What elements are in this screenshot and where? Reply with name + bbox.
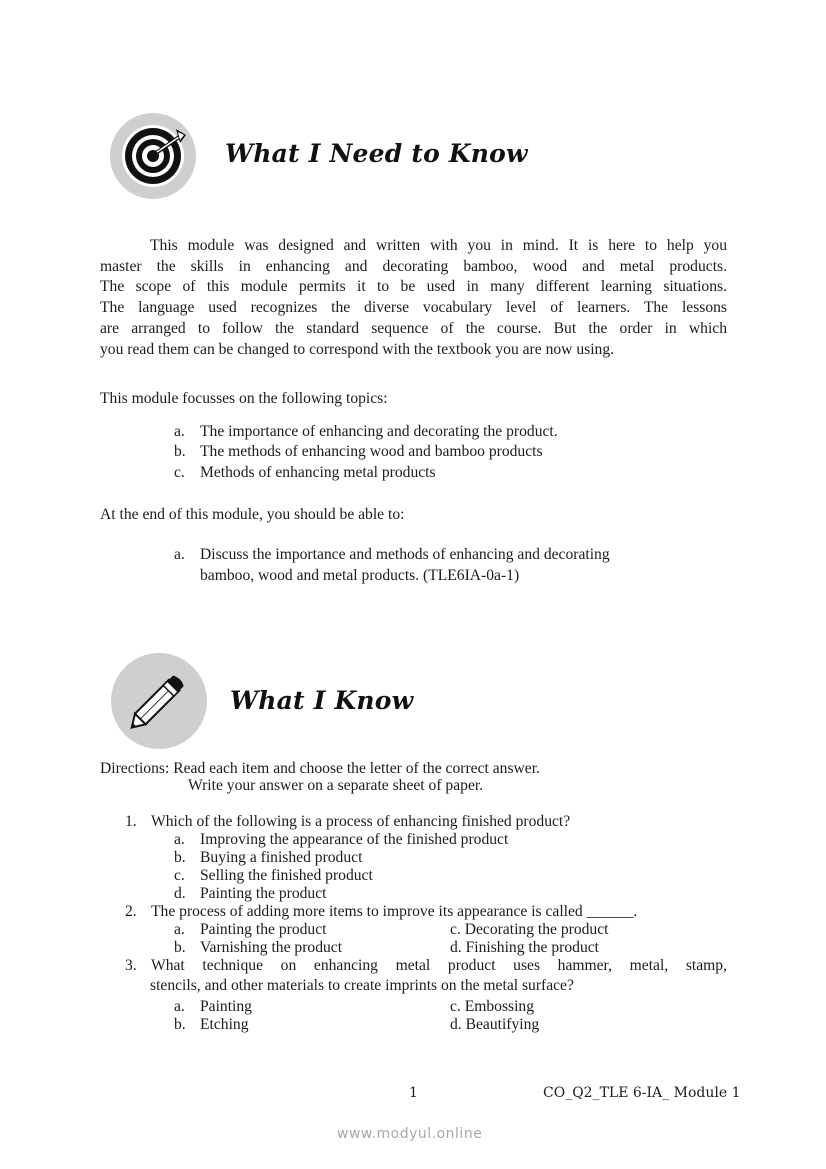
- choice-item[interactable]: [174, 1015, 249, 1036]
- intro-line: are arranged to follow the standard sequence of the course. But the order in which: [100, 319, 727, 337]
- question-text: What technique on enhancing metal product uses hammer, metal, stamp,: [151, 957, 727, 974]
- directions-label: Directions:: [100, 760, 170, 777]
- question-stem: [125, 956, 727, 977]
- choice-text: Selling the finished product: [200, 867, 373, 884]
- watermark: www.modyul.online: [337, 1126, 483, 1142]
- choice-marker: b.: [174, 1016, 186, 1033]
- choice-marker: c.: [174, 867, 185, 884]
- list-marker: a.: [174, 423, 185, 440]
- list-marker: a.: [174, 546, 185, 563]
- choice-marker: d.: [174, 885, 186, 902]
- question-text: Which of the following is a process of enhancing finished product?: [151, 813, 571, 830]
- objective-item-continued: [200, 566, 519, 587]
- question-number: 1.: [125, 813, 137, 830]
- intro-line: master the skills in enhancing and decorating bamboo, wood and metal products.: [100, 257, 727, 275]
- pencil-graphic: [111, 653, 207, 749]
- choice-text: Painting: [200, 998, 252, 1015]
- topic-item: [174, 422, 558, 443]
- topic-item: [174, 463, 436, 484]
- choice-text: Improving the appearance of the finished product: [200, 831, 509, 848]
- topic-text: The methods of enhancing wood and bamboo products: [200, 443, 543, 460]
- choice-item[interactable]: c. Decorating the product: [450, 921, 609, 938]
- choice-text: Varnishing the product: [200, 939, 343, 956]
- question-text-continued: stencils, and other materials to create imprints on the metal surface?: [150, 977, 574, 994]
- choice-text: Buying a finished product: [200, 849, 363, 866]
- objective-text: bamboo, wood and metal products. (TLE6IA-0a-1): [200, 567, 520, 584]
- choice-marker: a.: [174, 831, 185, 848]
- intro-paragraph: [100, 236, 727, 360]
- topic-item: [174, 442, 543, 463]
- page-number: 1: [409, 1085, 418, 1101]
- section-title-what-i-know: What I Know: [230, 686, 414, 715]
- choice-marker: b.: [174, 849, 186, 866]
- topic-text: Methods of enhancing metal products: [200, 464, 436, 481]
- intro-line: The language used recognizes the diverse vocabulary level of learners. The lessons: [100, 299, 727, 317]
- target-bullseye-graphic: [110, 113, 196, 199]
- intro-line: This module was designed and written with you in mind. It is here to help you: [150, 237, 727, 254]
- question-text: The process of adding more items to improve its appearance is called ______.: [151, 903, 638, 920]
- choice-marker: a.: [174, 998, 185, 1015]
- pencil-icon: [111, 653, 207, 749]
- question-number: 2.: [125, 903, 137, 920]
- choice-text: Etching: [200, 1016, 249, 1033]
- objectives-intro: At the end of this module, you should be able to:: [100, 506, 405, 523]
- choice-marker: b.: [174, 939, 186, 956]
- topic-text: The importance of enhancing and decorating the product.: [200, 423, 558, 440]
- list-marker: b.: [174, 443, 186, 460]
- directions-line-2: Write your answer on a separate sheet of paper.: [188, 777, 484, 794]
- topics-intro: This module focusses on the following topics:: [100, 390, 388, 407]
- choice-item[interactable]: d. Beautifying: [450, 1016, 540, 1033]
- directions-line-1: Read each item and choose the letter of the correct answer.: [173, 760, 540, 777]
- choice-item[interactable]: c. Embossing: [450, 998, 535, 1015]
- choice-item[interactable]: d. Finishing the product: [450, 939, 600, 956]
- section-title-what-i-need-to-know: What I Need to Know: [225, 139, 528, 168]
- objective-text: Discuss the importance and methods of enhancing and decorating: [200, 546, 610, 563]
- list-marker: c.: [174, 464, 185, 481]
- module-code: CO_Q2_TLE 6-IA_ Module 1: [543, 1085, 741, 1101]
- target-bullseye-icon: [110, 113, 196, 199]
- intro-line: you read them can be changed to correspond with the textbook you are now using.: [100, 340, 615, 358]
- objective-item: [174, 545, 610, 566]
- choice-text: Painting the product: [200, 921, 327, 938]
- question-number: 3.: [125, 957, 137, 974]
- intro-line: The scope of this module permits it to be used in many different learning situations.: [100, 278, 727, 296]
- choice-text: Painting the product: [200, 885, 327, 902]
- choice-marker: a.: [174, 921, 185, 938]
